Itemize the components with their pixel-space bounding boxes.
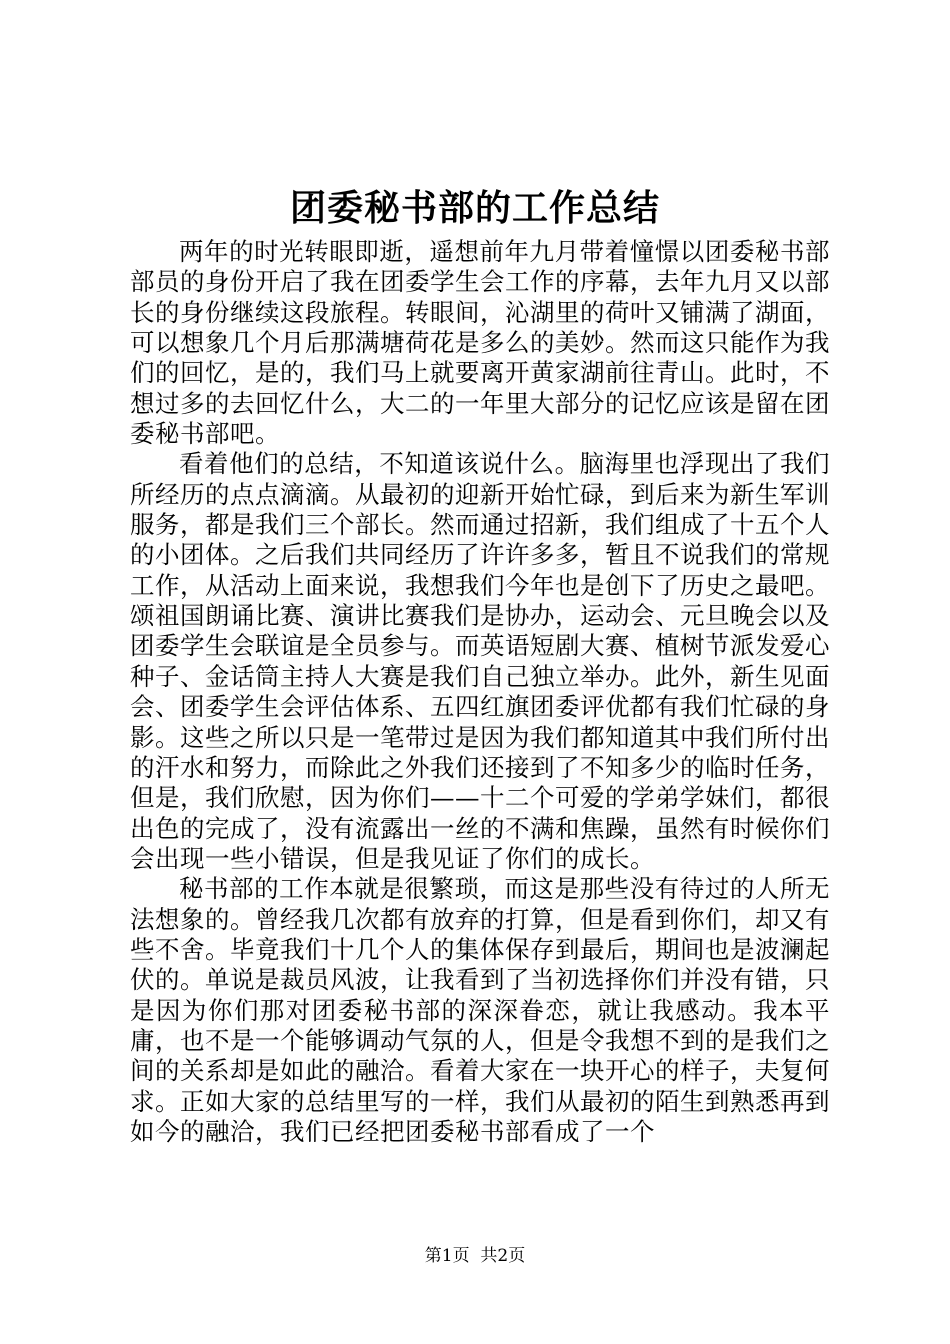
document-body (130, 237, 830, 1147)
page-footer (0, 1244, 950, 1268)
paragraph-1: 两年的时光转眼即逝，遥想前年九月带着憧憬以团委秘书部部员的身份开启了我在团委学生会工作的序幕，去年九月又以部长的身份继续这段旅程。转眼间，沁湖里的荷叶又铺满了湖面，可以想象几个月后那满塘荷花是多么的美妙。然而这只能作为我们的回忆，是的，我们马上就要离开黄家湖前往青山。此时，不想过多的去回忆什么，大二的一年里大部分的记忆应该是留在团委秘书部吧。 (130, 237, 830, 449)
page-number-label: 第1页 共2页 (424, 1246, 526, 1266)
document-title: 团委秘书部的工作总结 (289, 187, 660, 229)
paragraph-3: 秘书部的工作本就是很繁琐，而这是那些没有待过的人所无法想象的。曾经我几次都有放弃的打算，但是看到你们，却又有些不舍。毕竟我们十几个人的集体保存到最后，期间也是波澜起伏的。单说是裁员风波，让我看到了当初选择你们并没有错，只是因为你们那对团委秘书部的深深眷恋，就让我感动。我本平庸，也不是一个能够调动气氛的人，但是令我想不到的是我们之间的关系却是如此的融洽。看着大家在一块开心的样子，夫复何求。正如大家的总结里写的一样，我们从最初的陌生到熟悉再到如今的融洽，我们已经把团委秘书部看成了一个 (130, 874, 830, 1146)
paragraph-2: 看着他们的总结，不知道该说什么。脑海里也浮现出了我们所经历的点点滴滴。从最初的迎新开始忙碌，到后来为新生军训服务，都是我们三个部长。然而通过招新，我们组成了十五个人的小团体。之后我们共同经历了许许多多，暂且不说我们的常规工作，从活动上面来说，我想我们今年也是创下了历史之最吧。颂祖国朗诵比赛、演讲比赛我们是协办，运动会、元旦晚会以及团委学生会联谊是全员参与。而英语短剧大赛、植树节派发爱心种子、金话筒主持人大赛是我们自己独立举办。此外，新生见面会、团委学生会评估体系、五四红旗团委评优都有我们忙碌的身影。这些之所以只是一笔带过是因为我们都知道其中我们所付出的汗水和努力，而除此之外我们还接到了不知多少的临时任务，但是，我们欣慰，因为你们——十二个可爱的学弟学妹们，都很出色的完成了，没有流露出一丝的不满和焦躁，虽然有时候你们会出现一些小错误，但是我见证了你们的成长。 (130, 449, 830, 873)
